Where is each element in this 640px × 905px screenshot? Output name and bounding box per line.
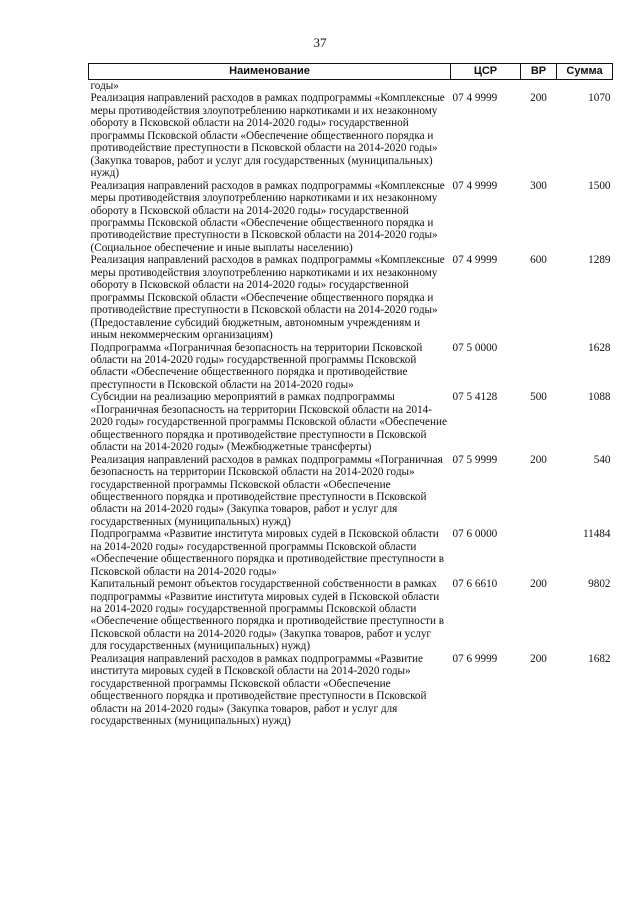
row-sum xyxy=(557,80,613,93)
row-csr: 07 5 0000 xyxy=(452,341,498,354)
row-sum: 1682 xyxy=(588,652,611,665)
row-csr: 07 6 9999 xyxy=(452,652,498,665)
row-sum: 540 xyxy=(593,453,611,466)
table-row xyxy=(89,92,613,179)
table-row xyxy=(89,528,613,578)
row-name: Подпрограмма «Развитие института мировых судей в Псковской области на 2014-2020 годы» государственной программы Псковской области «Обеспечение общественного порядка и противодействие преступности в Псковской области на 2014-2020 годы» xyxy=(90,528,445,578)
header-csr: ЦСР xyxy=(451,64,521,80)
row-vr: 300 xyxy=(530,179,547,192)
row-name: Реализация направлений расходов в рамках подпрограммы «Пограничная безопасность на территории Псковской области на 2014-2020 годы» государственной программы Псковской области «Обеспечение общественного порядка и противодействие преступности в Псковской области на 2014-2020 годы» (Закупка товаров, работ и услуг для государственных (муниципальных) нужд) xyxy=(90,453,443,528)
row-name: Реализация направлений расходов в рамках подпрограммы «Комплексные меры противодействия злоупотреблению наркотиками и их незаконному обороту в Псковской области на 2014-2020 годы» государственной программы Псковской области «Обеспечение общественного порядка и противодействие преступности в Псковской области на 2014-2020 годы» (Предоставление субсидий бюджетным, автономным учреждениям и иным некоммерческим организациям) xyxy=(90,254,445,342)
header-name: Наименование xyxy=(89,64,451,80)
table-row xyxy=(89,578,613,653)
row-vr: 200 xyxy=(530,578,547,591)
table-row xyxy=(89,254,613,341)
row-sum: 1088 xyxy=(588,391,611,404)
table-row xyxy=(89,180,613,255)
row-vr xyxy=(521,342,557,392)
page-number: 37 xyxy=(313,35,327,50)
row-csr: 07 5 4128 xyxy=(452,391,498,404)
row-name: Реализация направлений расходов в рамках подпрограммы «Комплексные меры противодействия злоупотреблению наркотиками и их незаконному обороту в Псковской области на 2014-2020 годы» государственной программы Псковской области «Обеспечение общественного порядка и противодействие преступности в Псковской области на 2014-2020 годы» (Социальное обеспечение и иные выплаты населению) xyxy=(90,179,445,254)
row-name: Подпрограмма «Пограничная безопасность на территории Псковской области на 2014-2020 годы» государственной программы Псковской области «Обеспечение общественного порядка и противодействие преступности в Псковской области на 2014-2020 годы» xyxy=(90,341,423,391)
row-sum: 1070 xyxy=(588,92,611,105)
row-sum: 11484 xyxy=(582,528,611,541)
row-csr: 07 6 6610 xyxy=(452,578,498,591)
row-csr: 07 4 9999 xyxy=(452,254,498,267)
row-vr: 200 xyxy=(530,453,547,466)
table-row xyxy=(89,342,613,392)
row-csr: 07 4 9999 xyxy=(452,92,498,105)
row-sum: 1628 xyxy=(588,341,611,354)
header-vr: ВР xyxy=(521,64,557,80)
table-body xyxy=(89,80,613,728)
row-sum: 9802 xyxy=(588,578,611,591)
table-row xyxy=(89,653,613,728)
table-row xyxy=(89,391,613,453)
header-sum: Сумма xyxy=(557,64,613,80)
table-row xyxy=(89,80,613,93)
row-vr xyxy=(521,80,557,93)
row-vr: 500 xyxy=(530,391,547,404)
row-csr xyxy=(451,80,521,93)
row-csr: 07 5 9999 xyxy=(452,453,498,466)
row-name: Реализация направлений расходов в рамках подпрограммы «Комплексные меры противодействия злоупотреблению наркотиками и их незаконному обороту в Псковской области на 2014-2020 годы» государственной программы Псковской области «Обеспечение общественного порядка и противодействие преступности в Псковской области на 2014-2020 годы» (Закупка товаров, работ и услуг для государственных (муниципальных) нужд) xyxy=(90,92,445,180)
row-name: Субсидии на реализацию мероприятий в рамках подпрограммы «Пограничная безопасность на территории Псковской области на 2014-2020 годы» государственной программы Псковской области «Обеспечение общественного порядка и противодействие преступности в Псковской области на 2014-2020 годы» (Межбюджетные трансферты) xyxy=(90,391,447,454)
table-row xyxy=(89,454,613,529)
budget-table xyxy=(88,63,613,728)
row-csr: 07 4 9999 xyxy=(452,179,498,192)
row-name: Реализация направлений расходов в рамках подпрограммы «Развитие института мировых судей в Псковской области на 2014-2020 годы» государственной программы Псковской области «Обеспечение общественного порядка и противодействие преступности в Псковской области на 2014-2020 годы» (Закупка товаров, работ и услуг для государственных (муниципальных) нужд) xyxy=(90,652,427,728)
row-csr: 07 6 0000 xyxy=(452,528,498,541)
row-sum: 1289 xyxy=(588,254,611,267)
row-sum: 1500 xyxy=(588,179,611,192)
row-vr: 200 xyxy=(530,652,547,665)
row-vr xyxy=(521,528,557,578)
row-vr: 200 xyxy=(530,92,547,105)
row-vr: 600 xyxy=(530,254,547,267)
table-header xyxy=(89,64,613,80)
row-name: годы» xyxy=(90,80,119,92)
row-name: Капитальный ремонт объектов государственной собственности в рамках подпрограммы «Развитие института мировых судей в Псковской области на 2014-2020 годы» государственной программы Псковской области «Обеспечение общественного порядка и противодействие преступности в Псковской области на 2014-2020 годы» (Закупка товаров, работ и услуг для государственных (муниципальных) нужд) xyxy=(90,578,445,653)
